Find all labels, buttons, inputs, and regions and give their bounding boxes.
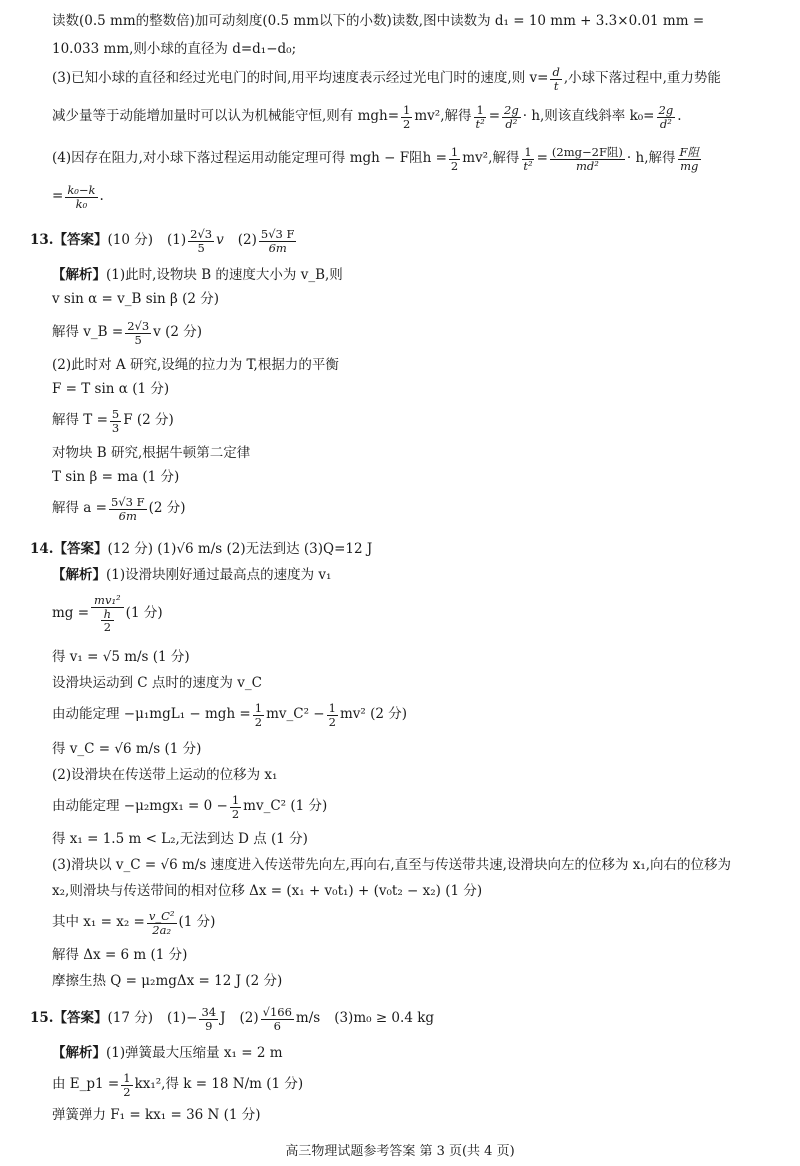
text-line: 【解析】 (1)此时,设物块 B 的速度大小为 v_B,则 [52, 267, 343, 283]
fraction: $\frac{5}{3}$ [111, 407, 120, 435]
text-line: 对物块 B 研究,根据牛顿第二定律 [52, 445, 251, 461]
fraction: $\frac{\text{v\_C²}}{\text{2a₂}}$ [148, 909, 175, 937]
text-line: 解得 Δx = 6 m (1 分) [52, 947, 188, 963]
text-line: 10.033 mm,则小球的直径为 d=d₁−d₀; [52, 41, 297, 57]
fraction: $\frac{1}{\text{t²}}$ [475, 103, 485, 131]
text-line: 【解析】 (1)弹簧最大压缩量 x₁ = 2 m [52, 1045, 283, 1061]
fraction: $\frac{√166}{6}$ [262, 1005, 292, 1033]
analysis-tag: 【解析】 [52, 267, 106, 283]
text-line: 读数(0.5 mm的整数倍)加可动刻度(0.5 mm以下的小数)读数,图中读数为 d₁ = 10 mm + 3.3×0.01 mm = [52, 13, 705, 29]
fraction: $\frac{2√3}{5}$ [127, 319, 150, 347]
fraction: $\frac{1}{\text{t²}}$ [523, 145, 533, 173]
text-line: mg = $\frac{\text{mv₁²}}{\frac{h}{2}}$ (1 分) [52, 593, 163, 635]
text-line: 得 v₁ = √5 m/s (1 分) [52, 649, 190, 665]
fraction: $\frac{1}{2}$ [254, 701, 263, 729]
question-number: 13. [30, 232, 54, 249]
text-line: x₂,则滑块与传送带间的相对位移 Δx = (x₁ + v₀t₁) + (v₀t₂ − x₂) (1 分) [52, 883, 483, 899]
text-line: v sin α = v_B sin β (2 分) [52, 291, 219, 307]
text-line: F = T sin α (1 分) [52, 381, 170, 397]
fraction: $\frac{\text{k₀−k}}{\text{k₀}}$ [67, 183, 96, 211]
text-line: 由动能定理 −μ₁mgL₁ − mgh = $\frac{1}{2}$ mv_C² − $\frac{1}{2}$ mv² (2 分) [52, 701, 407, 729]
text-line: 得 x₁ = 1.5 m < L₂,无法到达 D 点 (1 分) [52, 831, 308, 847]
text-line: 减少量等于动能增加量时可以认为机械能守恒,则有 mgh= $\frac{1}{2}$ mv²,解得 $\frac{1}{\text{t²}}$ = $\frac{2g}{\text{d²}}$ · h,则该直线斜率 k₀= $\frac{2g}{\text{d²}}$ . [52, 103, 682, 131]
fraction: $\frac{1}{2}$ [403, 103, 411, 131]
text-line: 摩擦生热 Q = μ₂mgΔx = 12 J (2 分) [52, 973, 283, 989]
fraction: $\frac{1}{2}$ [450, 145, 459, 173]
answer-line: 13. 【答案】 (10 分) (1) $\frac{2√3}{5}$ v (2) $\frac{5√3 F}{6m}$ [30, 227, 295, 255]
answer-tag: 【答案】 [53, 541, 108, 557]
fraction: $\frac{1}{2}$ [123, 1071, 131, 1099]
text-line: (3)滑块以 v_C = √6 m/s 速度进入传送带先向左,再向右,直至与传送带共速,设滑块向左的位移为 x₁,向右的位移为 [52, 857, 732, 873]
fraction: $\frac{\text{mv₁²}}{\frac{h}{2}}$ [91, 594, 124, 634]
text-line: = $\frac{\text{k₀−k}}{\text{k₀}}$ . [52, 183, 104, 211]
fraction: $\frac{d}{t}$ [552, 65, 560, 93]
text-line: 解得 v_B = $\frac{2√3}{5}$ v (2 分) [52, 319, 203, 347]
fraction: $\frac{2g}{\text{d²}}$ [658, 103, 674, 131]
fraction: $\frac{h}{2}$ [101, 608, 114, 634]
answer-line: 15. 【答案】 (17 分) (1)− $\frac{34}{9}$ J (2) $\frac{√166}{6}$ m/s (3)m₀ ≥ 0.4 kg [30, 1005, 435, 1033]
fraction: $\frac{5√3 F}{6m}$ [260, 227, 295, 255]
question-number: 15. [30, 1010, 54, 1027]
text-line: 设滑块运动到 C 点时的速度为 v_C [52, 675, 262, 691]
text-line: (2)此时对 A 研究,设绳的拉力为 T,根据力的平衡 [52, 357, 339, 373]
text-line: 得 v_C = √6 m/s (1 分) [52, 741, 202, 757]
fraction: $\frac{2√3}{5}$ [190, 227, 213, 255]
text-line: 由动能定理 −μ₂mgx₁ = 0 − $\frac{1}{2}$ mv_C² (1 分) [52, 793, 328, 821]
fraction: $\frac{5√3 F}{6m}$ [110, 495, 145, 523]
text-line: 解得 a = $\frac{5√3 F}{6m}$ (2 分) [52, 495, 186, 523]
text-line: (2)设滑块在传送带上运动的位移为 x₁ [52, 767, 278, 783]
fraction: $\frac{1}{2}$ [328, 701, 336, 729]
fraction: $\frac{1}{2}$ [231, 793, 240, 821]
analysis-tag: 【解析】 [52, 1045, 106, 1061]
text-line: 其中 x₁ = x₂ = $\frac{\text{v\_C²}}{\text{2a₂}}$ (1 分) [52, 909, 216, 937]
answer-tag: 【答案】 [53, 232, 108, 249]
fraction: $\frac{34}{9}$ [201, 1005, 217, 1033]
text-line: (3)已知小球的直径和经过光电门的时间,用平均速度表示经过光电门时的速度,则 v= $\frac{d}{t}$ ,小球下落过程中,重力势能 [52, 65, 721, 93]
text-line: 弹簧弹力 F₁ = kx₁ = 36 N (1 分) [52, 1107, 261, 1123]
text-line: (4)因存在阻力,对小球下落过程运用动能定理可得 mgh − F阻h = $\frac{1}{2}$ mv²,解得 $\frac{1}{\text{t²}}$ = $\frac{\text{(2mg−2F阻)}}{\text{md²}}$ · h,解得 $\frac{\text{F阻}}{mg}$ [52, 145, 699, 173]
answer-line: 14. 【答案】 (12 分) (1)√6 m/s (2)无法到达 (3)Q=12 J [30, 541, 373, 557]
text-line: T sin β = ma (1 分) [52, 469, 180, 485]
text-line: 由 E_p1 = $\frac{1}{2}$ kx₁²,得 k = 18 N/m (1 分) [52, 1071, 304, 1099]
fraction: $\frac{\text{(2mg−2F阻)}}{\text{md²}}$ [551, 145, 623, 173]
fraction: $\frac{2g}{\text{d²}}$ [504, 103, 519, 131]
fraction: $\frac{\text{F阻}}{mg}$ [679, 145, 699, 173]
text-line: 【解析】 (1)设滑块刚好通过最高点的速度为 v₁ [52, 567, 332, 583]
text-line: 解得 T = $\frac{5}{3}$ F (2 分) [52, 407, 174, 435]
page-footer: 高三物理试题参考答案 第 3 页(共 4 页) [285, 1144, 515, 1159]
question-number: 14. [30, 541, 54, 557]
answer-tag: 【答案】 [53, 1010, 108, 1027]
analysis-tag: 【解析】 [52, 567, 106, 583]
